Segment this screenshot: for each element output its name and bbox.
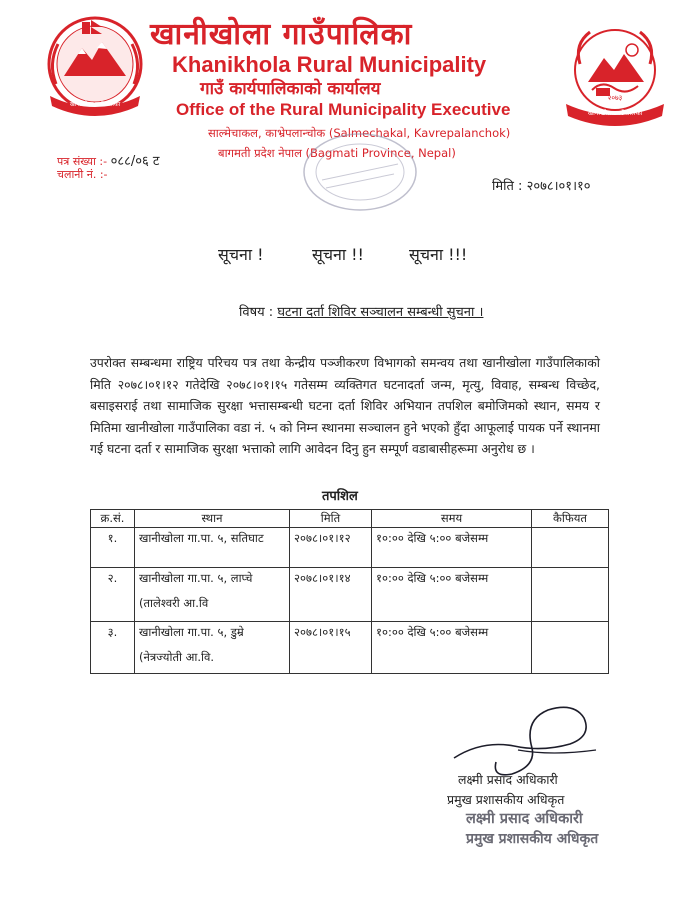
notice-heading-2: सूचना !! (312, 245, 364, 264)
body-paragraph: उपरोक्त सम्बन्धमा राष्ट्रिय परिचय पत्र तथा केन्द्रीय पञ्जीकरण विभागको समन्वय तथा खानीखोला गाउँपालिकाको मिति २०७८।०१।१२ गतेदेखि २०७८।०१।१५ गतेसम्म व्यक्तिगत घटनादर्ता जन्म, मृत्यु, विवाह, सम्बन्ध विच्छेद, बसाइसराई तथा सामाजिक सुरक्षा भत्तासम्बन्धी घटना दर्ता शिविर अभियान तपशिल बमोजिमको स्थान, समय र मितिमा खानीखोला गाउँपालिका वडा नं. ५ को निम्न स्थानमा सञ्चालन हुने भएको हुँदा आफूलाई पायक पर्ने स्थानमा गई घटना दर्ता र सामाजिक सुरक्षा भत्ताको लागि आवेदन दिनु हुन सम्पूर्ण वडाबासीहरूमा अनुरोध छ । (90, 355, 600, 456)
table-row (91, 622, 609, 674)
address-line-1: साल्मेचाकल, काभ्रेपलान्चोक (Salmechakal, Kavrepalanchok) (208, 126, 511, 140)
subject-text: घटना दर्ता शिविर सञ्चालन सम्बन्धी सुचना । (277, 305, 484, 320)
cell-date: २०७८।०१।१५ (290, 622, 372, 674)
office-seal-stamp (300, 130, 420, 214)
col-header-place: स्थान (135, 510, 290, 528)
cell-sn: ३. (91, 622, 135, 674)
municipality-title-english: Khanikhola Rural Municipality (172, 52, 487, 77)
cell-time: १०:०० देखि ५:०० बजेसम्म (372, 528, 532, 568)
office-title-english: Office of the Rural Municipality Executive (176, 100, 511, 119)
cell-time: १०:०० देखि ५:०० बजेसम्म (372, 622, 532, 674)
chalani-number (57, 167, 108, 182)
notice-heading-3: सूचना !!! (409, 245, 468, 264)
date-value: २०७८।०१।१० (526, 179, 591, 194)
document-date (492, 176, 591, 194)
municipality-title-nepali: खानीखोला गाउँपालिका (150, 17, 413, 52)
cell-place (135, 568, 290, 622)
title-stamp: प्रमुख प्रशासकीय अधिकृत (466, 831, 599, 847)
col-header-date: मिति (290, 510, 372, 528)
name-stamp: लक्ष्मी प्रसाद अधिकारी (466, 811, 583, 827)
table-row (91, 568, 609, 622)
subject-label: विषय : (239, 305, 274, 320)
cell-place-main: खानीखोला गा.पा. ५, सतिघाट (139, 531, 264, 545)
cell-place (135, 528, 290, 568)
office-title-nepali: गाउँ कार्यपालिकाको कार्यालय (200, 79, 381, 99)
cell-place-main: खानीखोला गा.पा. ५, डुम्रे (139, 625, 244, 639)
right-logo-year: २०७३ (607, 94, 623, 102)
date-label: मिति : (492, 179, 523, 194)
cell-remarks (532, 528, 609, 568)
signatory-title: प्रमुख प्रशासकीय अधिकृत (447, 792, 565, 807)
cell-sn: २. (91, 568, 135, 622)
signature-scribble (452, 700, 602, 780)
col-header-remarks: कैफियत (532, 510, 609, 528)
cell-date: २०७८।०१।१२ (290, 528, 372, 568)
patra-sankhya-label: पत्र संख्या :- (57, 155, 108, 168)
cell-remarks (532, 622, 609, 674)
table-header-row (91, 510, 609, 528)
cell-sn: १. (91, 528, 135, 568)
cell-remarks (532, 568, 609, 622)
table-row (91, 528, 609, 568)
col-header-sn: क्र.सं. (91, 510, 135, 528)
left-logo-caption: खानीखोला गाउँपालिका (69, 101, 121, 108)
patra-sankhya-value: ०८८/०६ ट (110, 154, 160, 169)
subject-line (239, 302, 483, 320)
left-emblem-logo (42, 14, 148, 118)
table-caption: तपशिल (322, 489, 358, 504)
cell-date: २०७८।०१।१४ (290, 568, 372, 622)
schedule-table (90, 509, 609, 674)
cell-place-sub: (तालेश्वरी आ.वि (139, 596, 209, 610)
chalani-label: चलानी नं. :- (57, 168, 108, 181)
right-logo-caption: खानीखोला गाउँपालिका (587, 109, 643, 117)
cell-place-sub: (नेत्रज्योती आ.वि. (139, 650, 215, 664)
right-municipality-logo (562, 24, 668, 128)
address-line-2: बागमती प्रदेश नेपाल (Bagmati Province, Nepal) (218, 146, 456, 160)
col-header-time: समय (372, 510, 532, 528)
signatory-name: लक्ष्मी प्रसाद अधिकारी (458, 772, 558, 787)
cell-time: १०:०० देखि ५:०० बजेसम्म (372, 568, 532, 622)
notice-heading-1: सूचना ! (218, 245, 264, 264)
cell-place (135, 622, 290, 674)
cell-place-main: खानीखोला गा.पा. ५, लाप्चे (139, 571, 253, 585)
